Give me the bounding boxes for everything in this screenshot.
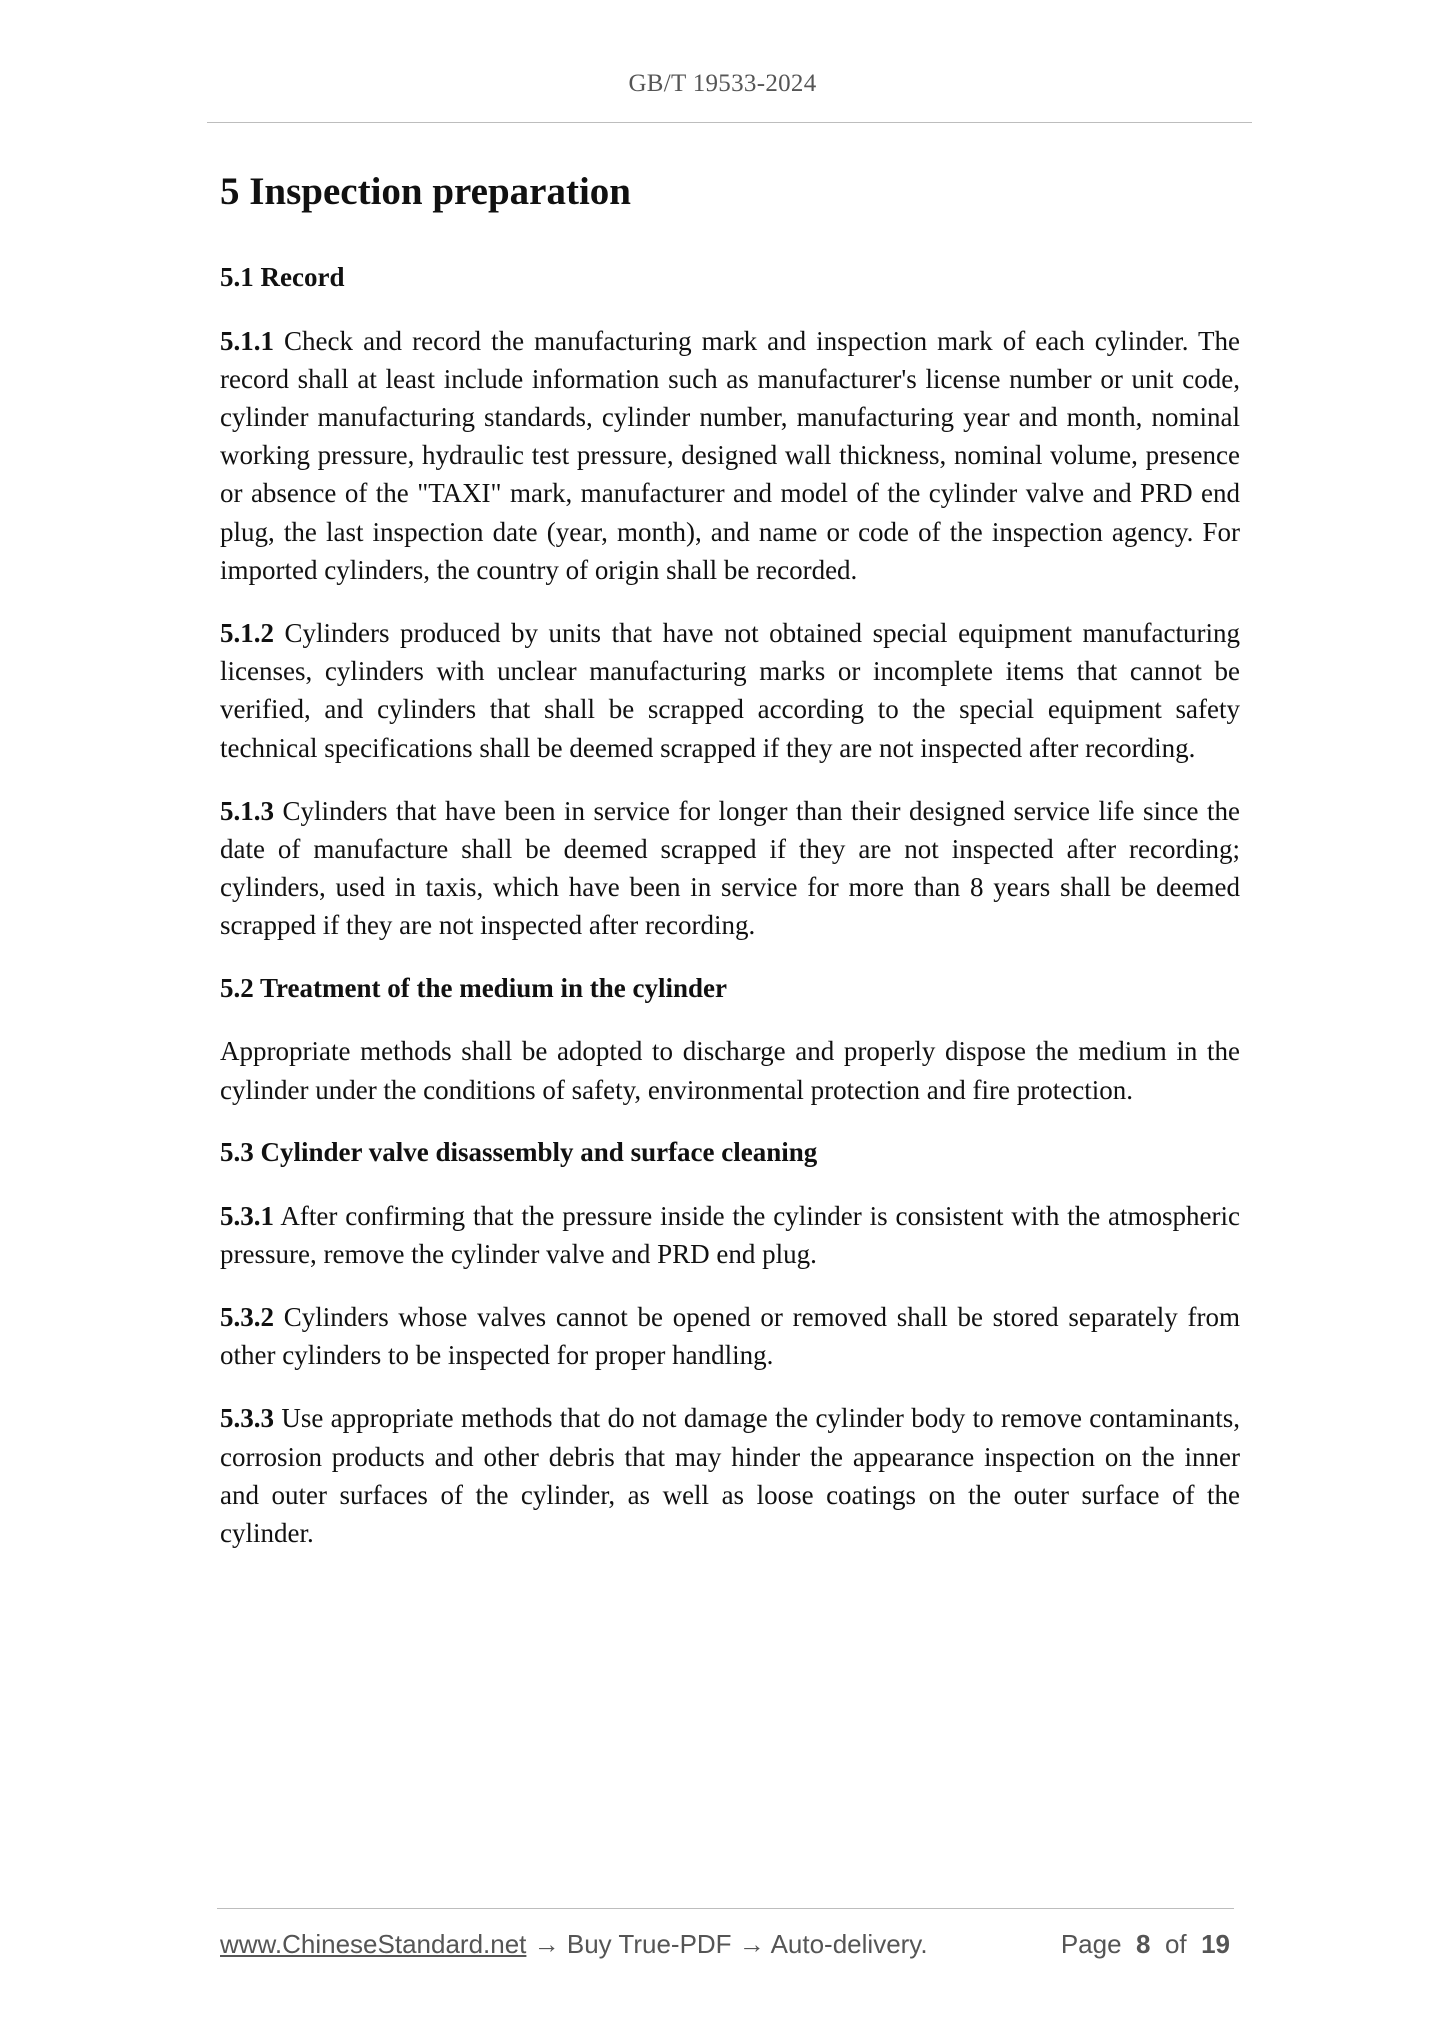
subsection-heading-5-2: 5.2 Treatment of the medium in the cylinder xyxy=(220,972,727,1003)
clause-number: 5.1.3 xyxy=(220,795,274,826)
clause-number: 5.3.2 xyxy=(220,1302,274,1332)
page-footer xyxy=(220,1929,1230,1960)
clause-5-3-1 xyxy=(220,1197,1240,1273)
clause-5-1-3 xyxy=(220,792,1240,945)
clause-text: Cylinders produced by units that have not obtained special equipment manufacturing licenses, cylinders with unclear manufacturing marks or incomplete items that cannot be verified, and cylinders that shall be scrapped according to the special equipment safety technical specifications shall be deemed scrapped if they are not inspected after recording. xyxy=(220,617,1240,763)
clause-5-3-2 xyxy=(220,1298,1240,1374)
page-label: Page xyxy=(1060,1929,1122,1959)
page-indicator xyxy=(1061,1929,1230,1960)
subsection-heading-5-3: 5.3 Cylinder valve disassembly and surface cleaning xyxy=(220,1136,818,1167)
clause-text: Check and record the manufacturing mark and inspection mark of each cylinder. The record shall at least include information such as manufacturer's license number or unit code, cylinder manufacturing standards, cylinder number, manufacturing year and month, nominal working pressure, hydraulic test pressure, designed wall thickness, nominal volume, presence or absence of the "TAXI" mark, manufacturer and model of the cylinder valve and PRD end plug, the last inspection date (year, month), and name or code of the inspection agency. For imported cylinders, the country of origin shall be recorded. xyxy=(220,325,1240,585)
clause-text: After confirming that the pressure inside the cylinder is consistent with the atmospheric pressure, remove the cylinder valve and PRD end plug. xyxy=(220,1200,1240,1269)
of-label: of xyxy=(1164,1929,1187,1959)
clause-number: 5.1.2 xyxy=(220,617,274,648)
total-pages: 19 xyxy=(1201,1929,1230,1959)
standard-code-header: GB/T 19533-2024 xyxy=(628,70,817,97)
footer-divider xyxy=(217,1908,1234,1909)
footer-promo xyxy=(220,1929,928,1960)
subsection-heading-5-1: 5.1 Record xyxy=(220,261,345,292)
clause-number: 5.1.1 xyxy=(220,325,274,356)
clause-number: 5.3.1 xyxy=(220,1200,274,1231)
clause-5-3-3 xyxy=(220,1399,1240,1552)
clause-number: 5.3.3 xyxy=(220,1403,274,1434)
clause-text: Cylinders whose valves cannot be opened or removed shall be stored separately from other cylinders to be inspected for proper handling. xyxy=(220,1302,1240,1371)
page-number: 8 xyxy=(1136,1929,1151,1959)
clause-5-1-1 xyxy=(220,322,1240,589)
clause-text: Cylinders that have been in service for longer than their designed service life since the date of manufacture shall be deemed scrapped if they are not inspected after recording; cylinders, used in taxis, which have been in service for more than 8 years shall be deemed scrapped if they are not inspected after recording. xyxy=(220,795,1240,941)
website-link[interactable]: www.ChineseStandard.net xyxy=(220,1929,527,1959)
clause-text: Use appropriate methods that do not damage the cylinder body to remove contaminants, corrosion products and other debris that may hinder the appearance inspection on the inner and outer surfaces of the cylinder, as well as loose coatings on the outer surface of the cylinder. xyxy=(220,1403,1240,1549)
header-divider xyxy=(207,122,1252,123)
page-content xyxy=(220,168,1240,1577)
section-title: 5 Inspection preparation xyxy=(220,170,631,213)
clause-5-2-text: Appropriate methods shall be adopted to discharge and properly dispose the medium in the cylinder under the conditions of safety, environmental protection and fire protection. xyxy=(220,1036,1240,1105)
footer-promo-text: → Buy True-PDF → Auto-delivery. xyxy=(526,1929,928,1959)
clause-5-1-2 xyxy=(220,614,1240,767)
